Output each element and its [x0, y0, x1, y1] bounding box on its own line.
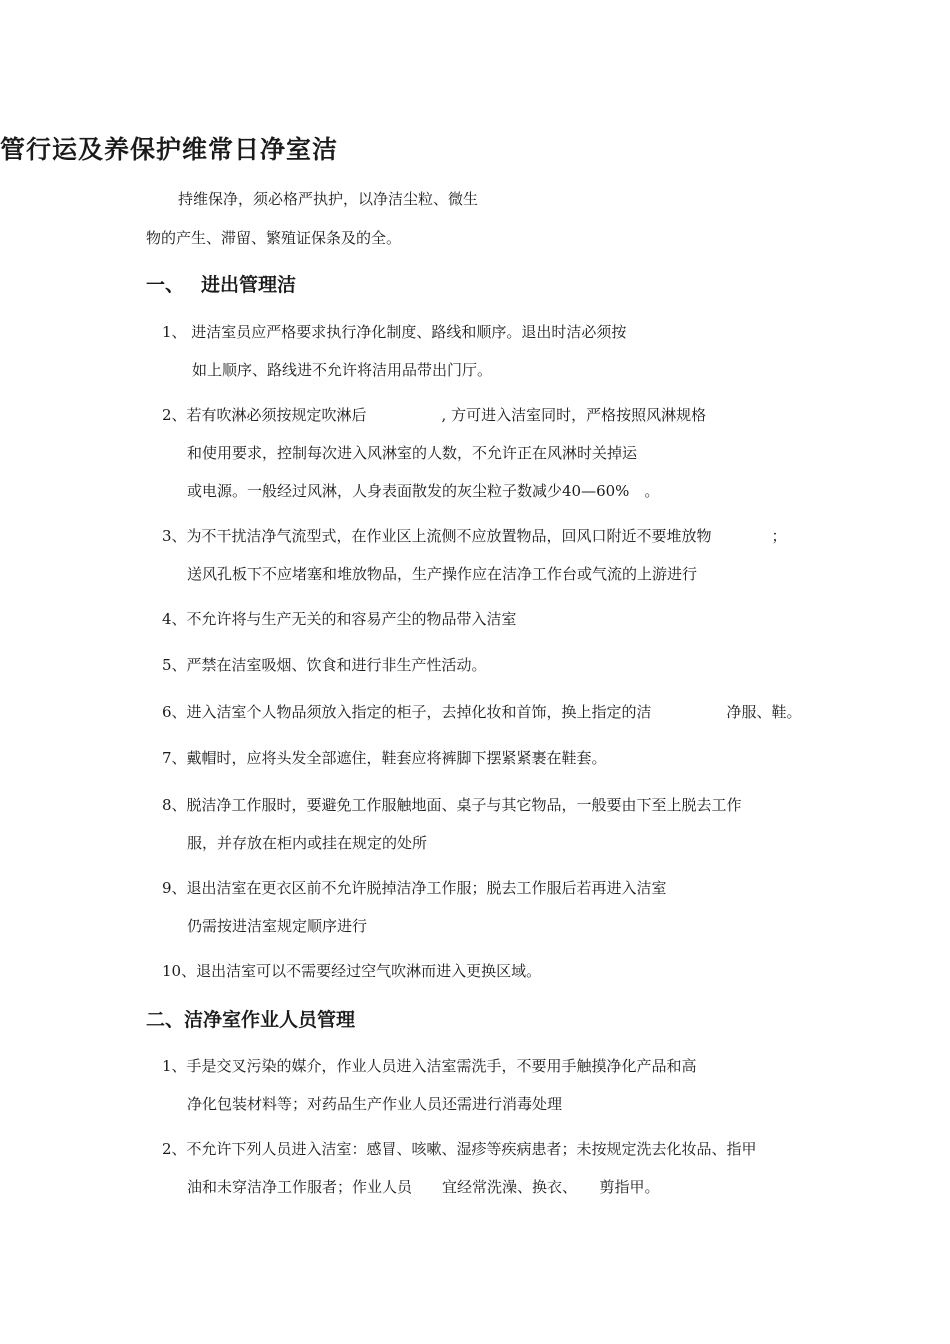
- section-title: 洁净室作业人员管理: [184, 1009, 356, 1031]
- list-item-line: 或电源。一般经过风淋，人身表面散发的灰尘粒子数减少40—60% 。: [187, 482, 660, 500]
- section-heading-2: [146, 1005, 355, 1032]
- list-item-line: 送风孔板下不应堵塞和堆放物品，生产操作应在洁净工作台或气流的上游进行: [187, 565, 698, 583]
- list-item-line: 1、手是交叉污染的媒介，作业人员进入洁室需洗手，不要用手触摸净化产品和高: [162, 1057, 697, 1075]
- list-item-line: 2、不允许下列人员进入洁室：感冒、咳嗽、湿疹等疾病患者；未按规定洗去化妆品、指甲: [162, 1140, 757, 1158]
- list-item-line: 5、严禁在洁室吸烟、饮食和进行非生产性活动。: [162, 656, 487, 674]
- list-item-line: 和使用要求，控制每次进入风淋室的人数，不允许正在风淋时关掉运: [187, 444, 638, 462]
- list-item-line: 10、退出洁室可以不需要经过空气吹淋而进入更换区域。: [162, 962, 542, 980]
- list-item-line: 9、退出洁室在更衣区前不允许脱掉洁净工作服；脱去工作服后若再进入洁室: [162, 879, 667, 897]
- list-item-line: 油和未穿洁净工作服者；作业人员 宜经常洗澡、换衣、 剪指甲。: [187, 1178, 660, 1196]
- list-item-line: 如上顺序、路线进不允许将洁用品带出门厅。: [192, 361, 493, 379]
- section-number: 二、: [146, 1009, 185, 1031]
- list-item-line: 仍需按进洁室规定顺序进行: [187, 917, 368, 935]
- list-item-line: 3、为不干扰洁净气流型式，在作业区上流侧不应放置物品，回风口附近不要堆放物 ；: [162, 527, 787, 545]
- section-title: 进出管理洁: [201, 274, 297, 296]
- intro-line-1: 持维保净，须必格严执护，以净洁尘粒、微生: [178, 190, 479, 208]
- list-item-line: 7、戴帽时，应将头发全部遮住，鞋套应将裤脚下摆紧紧裹在鞋套。: [162, 749, 607, 767]
- list-item-line: 6、进入洁室个人物品须放入指定的柜子，去掉化妆和首饰，换上指定的洁 净服、鞋。: [162, 703, 802, 721]
- list-item-line: 净化包装材料等；对药品生产作业人员还需进行消毒处理: [187, 1095, 563, 1113]
- list-item-line: 4、不允许将与生产无关的和容易产尘的物品带入洁室: [162, 610, 517, 628]
- list-item-line: 服，并存放在柜内或挂在规定的处所: [187, 834, 428, 852]
- section-number: 一、: [146, 274, 185, 296]
- list-item-line: 1、 进洁室员应严格要求执行净化制度、路线和顺序。退出时洁必须按: [162, 323, 627, 341]
- list-item-line: 8、脱洁净工作服时，要避免工作服触地面、桌子与其它物品，一般要由下至上脱去工作: [162, 796, 742, 814]
- section-heading-1: [146, 270, 296, 297]
- list-item-line: 2、若有吹淋必须按规定吹淋后 , 方可进入洁室同时，严格按照风淋规格: [162, 406, 707, 424]
- page-title: 管行运及养保护维常日净室洁: [0, 135, 339, 164]
- intro-line-2: 物的产生、滞留、繁殖证保条及的全。: [146, 229, 402, 247]
